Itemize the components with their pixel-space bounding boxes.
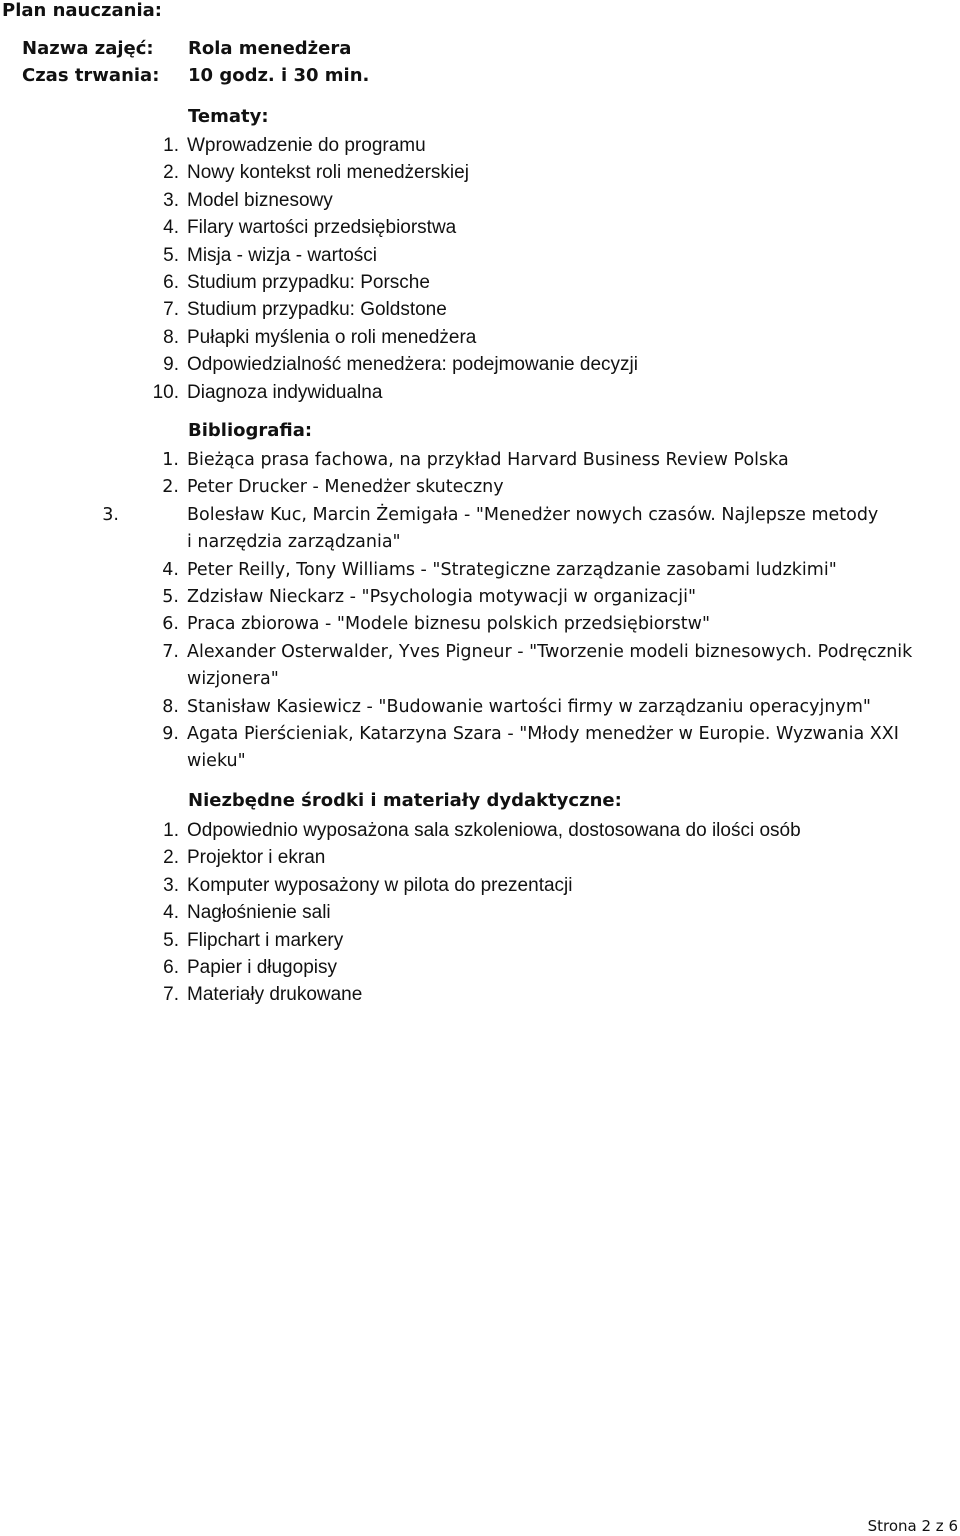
bibliography-title: Bibliografia: bbox=[188, 420, 313, 441]
list-item: 3. Komputer wyposażony w pilota do prezentacji bbox=[163, 874, 573, 896]
list-item: 8. Pułapki myślenia o roli menedżera bbox=[163, 326, 477, 348]
list-item: 3. Model biznesowy bbox=[163, 189, 333, 211]
list-item: 2. Peter Drucker - Menedżer skuteczny bbox=[162, 477, 504, 498]
list-item: 6. Praca zbiorowa - "Modele biznesu polskich przedsiębiorstw" bbox=[162, 614, 711, 635]
course-duration-label: Czas trwania: bbox=[22, 65, 160, 86]
list-item: 1. Wprowadzenie do programu bbox=[163, 135, 426, 156]
list-item: 1. Odpowiednio wyposażona sala szkoleniowa, dostosowana do ilości osób bbox=[163, 820, 801, 841]
list-item: 4. Filary wartości przedsiębiorstwa bbox=[163, 217, 457, 239]
list-item: 4. Nagłośnienie sali bbox=[163, 902, 331, 924]
materials-list bbox=[0, 817, 960, 1009]
list-item: 9. Odpowiedzialność menedżera: podejmowanie decyzji bbox=[163, 354, 638, 376]
list-item: 7. Studium przypadku: Goldstone bbox=[163, 299, 447, 321]
course-name-value: Rola menedżera bbox=[188, 38, 352, 59]
list-item: 7. Alexander Osterwalder, Yves Pigneur - "Tworzenie modeli biznesowych. Podręcznik wizjonera" bbox=[162, 641, 913, 690]
list-item: 8. Stanisław Kasiewicz - "Budowanie wartości firmy w zarządzaniu operacyjnym" bbox=[162, 696, 871, 717]
list-item: 9. Agata Pierścieniak, Katarzyna Szara - "Młody menedżer w Europie. Wyzwania XXI wieku" bbox=[162, 724, 899, 772]
list-item: 5. Misja - wizja - wartości bbox=[163, 244, 378, 266]
list-item: 10. Diagnoza indywidualna bbox=[152, 381, 383, 403]
list-item: 7. Materiały drukowane bbox=[163, 984, 363, 1006]
topics-list bbox=[0, 132, 960, 406]
bibliography-list bbox=[0, 447, 960, 776]
list-item: 5. Flipchart i markery bbox=[163, 929, 344, 951]
list-item: 6. Papier i długopisy bbox=[163, 957, 337, 979]
course-name-label: Nazwa zajęć: bbox=[22, 38, 154, 59]
list-item: 4. Peter Reilly, Tony Williams - "Strategiczne zarządzanie zasobami ludzkimi" bbox=[162, 559, 837, 580]
course-duration-value: 10 godz. i 30 min. bbox=[188, 65, 370, 86]
list-item: 3. Bolesław Kuc, Marcin Żemigała - "Menedżer nowych czasów. Najlepsze metody i narzędzia zarządzania" bbox=[102, 504, 879, 553]
list-item: 2. Projektor i ekran bbox=[163, 847, 326, 869]
topics-title: Tematy: bbox=[188, 106, 269, 127]
list-item: 6. Studium przypadku: Porsche bbox=[163, 272, 430, 294]
list-item: 2. Nowy kontekst roli menedżerskiej bbox=[163, 162, 469, 184]
materials-title: Niezbędne środki i materiały dydaktyczne: bbox=[188, 790, 622, 811]
list-item: 1. Bieżąca prasa fachowa, na przykład Harvard Business Review Polska bbox=[162, 450, 789, 470]
page-number: Strona 2 z 6 bbox=[867, 1517, 958, 1535]
page-heading: Plan nauczania: bbox=[2, 0, 162, 21]
list-item: 5. Zdzisław Nieckarz - "Psychologia motywacji w organizacji" bbox=[162, 587, 697, 608]
